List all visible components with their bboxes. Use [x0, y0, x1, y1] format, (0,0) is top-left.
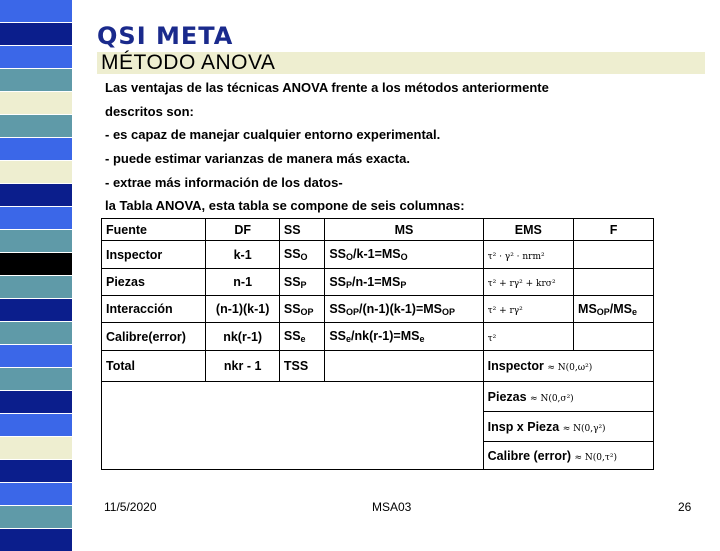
distribution-cell: Piezas ≈ N(0,σ²): [483, 382, 653, 412]
cell-ss: $SS_P$: [279, 269, 324, 296]
decorative-square: [0, 92, 72, 114]
table-row: [102, 351, 654, 382]
table-row: [102, 241, 654, 269]
cell-ems: τ² · γ² · nrm²: [483, 241, 573, 269]
decorative-square: [0, 161, 72, 183]
cell-fuente: Total: [102, 351, 206, 382]
page-number: 26: [678, 500, 692, 514]
column-header: F: [574, 219, 654, 241]
decorative-square: [0, 368, 72, 390]
footer-date: 11/5/2020: [104, 500, 157, 514]
column-header: DF: [206, 219, 279, 241]
cell-f: [574, 269, 654, 296]
decorative-square: [0, 230, 72, 252]
intro-line: descritos son:: [105, 104, 194, 119]
cell-ms: $SS_P/n-1=MS_P$: [325, 269, 483, 296]
table-row: [102, 269, 654, 296]
cell-fuente: Inspector: [102, 241, 206, 269]
cell-df: nk(r-1): [206, 323, 279, 351]
distribution-cell: Calibre (error) ≈ N(0,τ²): [483, 442, 653, 470]
cell-ms: $SS_e/nk(r-1)=MS_e$: [325, 323, 483, 351]
slide-title: MÉTODO ANOVA: [101, 51, 276, 74]
cell-fuente: Calibre(error): [102, 323, 206, 351]
decorative-square: [0, 391, 72, 413]
decorative-square: [0, 299, 72, 321]
decorative-square: [0, 506, 72, 528]
decorative-square: [0, 207, 72, 229]
decorative-square: [0, 414, 72, 436]
cell-f: [574, 323, 654, 351]
decorative-square: [0, 529, 72, 551]
decorative-square: [0, 437, 72, 459]
cell-ss: TSS: [279, 351, 324, 382]
cell-df: (n-1)(k-1): [206, 296, 279, 323]
decorative-square: [0, 0, 72, 22]
intro-line: Las ventajas de las técnicas ANOVA frente a los métodos anteriormente: [105, 80, 549, 95]
decorative-square: [0, 115, 72, 137]
column-header: EMS: [483, 219, 573, 241]
table-header-row: [102, 219, 654, 241]
intro-line: - es capaz de manejar cualquier entorno experimental.: [105, 127, 441, 142]
cell-df: k-1: [206, 241, 279, 269]
decorative-square: [0, 253, 72, 275]
cell-f: $MS_{OP}/MS_e$: [574, 296, 654, 323]
intro-line: - extrae más información de los datos-: [105, 175, 343, 190]
decorative-square: [0, 184, 72, 206]
cell-df: n-1: [206, 269, 279, 296]
cell-ems: τ² + rγ²: [483, 296, 573, 323]
table-row: [102, 412, 654, 442]
cell-fuente: Piezas: [102, 269, 206, 296]
decorative-square: [0, 46, 72, 68]
intro-line: - puede estimar varianzas de manera más exacta.: [105, 151, 410, 166]
decorative-square: [0, 23, 72, 45]
decorative-square: [0, 345, 72, 367]
cell-ss: $SS_{OP}$: [279, 296, 324, 323]
cell-ms: $SS_{OP}/(n-1)(k-1)=MS_{OP}$: [325, 296, 483, 323]
table-row: [102, 442, 654, 470]
cell-ss: $SS_e$: [279, 323, 324, 351]
distribution-cell: Inspector ≈ N(0,ω²): [483, 351, 653, 382]
decorative-square: [0, 69, 72, 91]
decorative-square: [0, 138, 72, 160]
table-row: [102, 323, 654, 351]
column-header: Fuente: [102, 219, 206, 241]
cell-ms: $SS_O/k-1=MS_O$: [325, 241, 483, 269]
intro-line: la Tabla ANOVA, esta tabla se compone de seis columnas:: [105, 198, 465, 213]
footer-center-text: MSA03: [372, 500, 412, 514]
column-header: SS: [279, 219, 324, 241]
cell-fuente: Interacción: [102, 296, 206, 323]
column-header: MS: [325, 219, 483, 241]
cell-df: nkr - 1: [206, 351, 279, 382]
decorative-square: [0, 483, 72, 505]
cell-ems: τ²: [483, 323, 573, 351]
cell-ms: [325, 351, 483, 382]
anova-table: [101, 218, 654, 470]
decorative-square: [0, 276, 72, 298]
table-row: [102, 382, 654, 412]
decorative-square: [0, 322, 72, 344]
table-row: [102, 296, 654, 323]
cell-ss: $SS_O$: [279, 241, 324, 269]
decorative-square-strip: [0, 0, 78, 540]
distribution-cell: Insp x Pieza ≈ N(0,γ²): [483, 412, 653, 442]
cell-ems: τ² + rγ² + krσ²: [483, 269, 573, 296]
cell-f: [574, 241, 654, 269]
decorative-square: [0, 460, 72, 482]
qsi-meta-logo: QSI META: [97, 22, 234, 50]
